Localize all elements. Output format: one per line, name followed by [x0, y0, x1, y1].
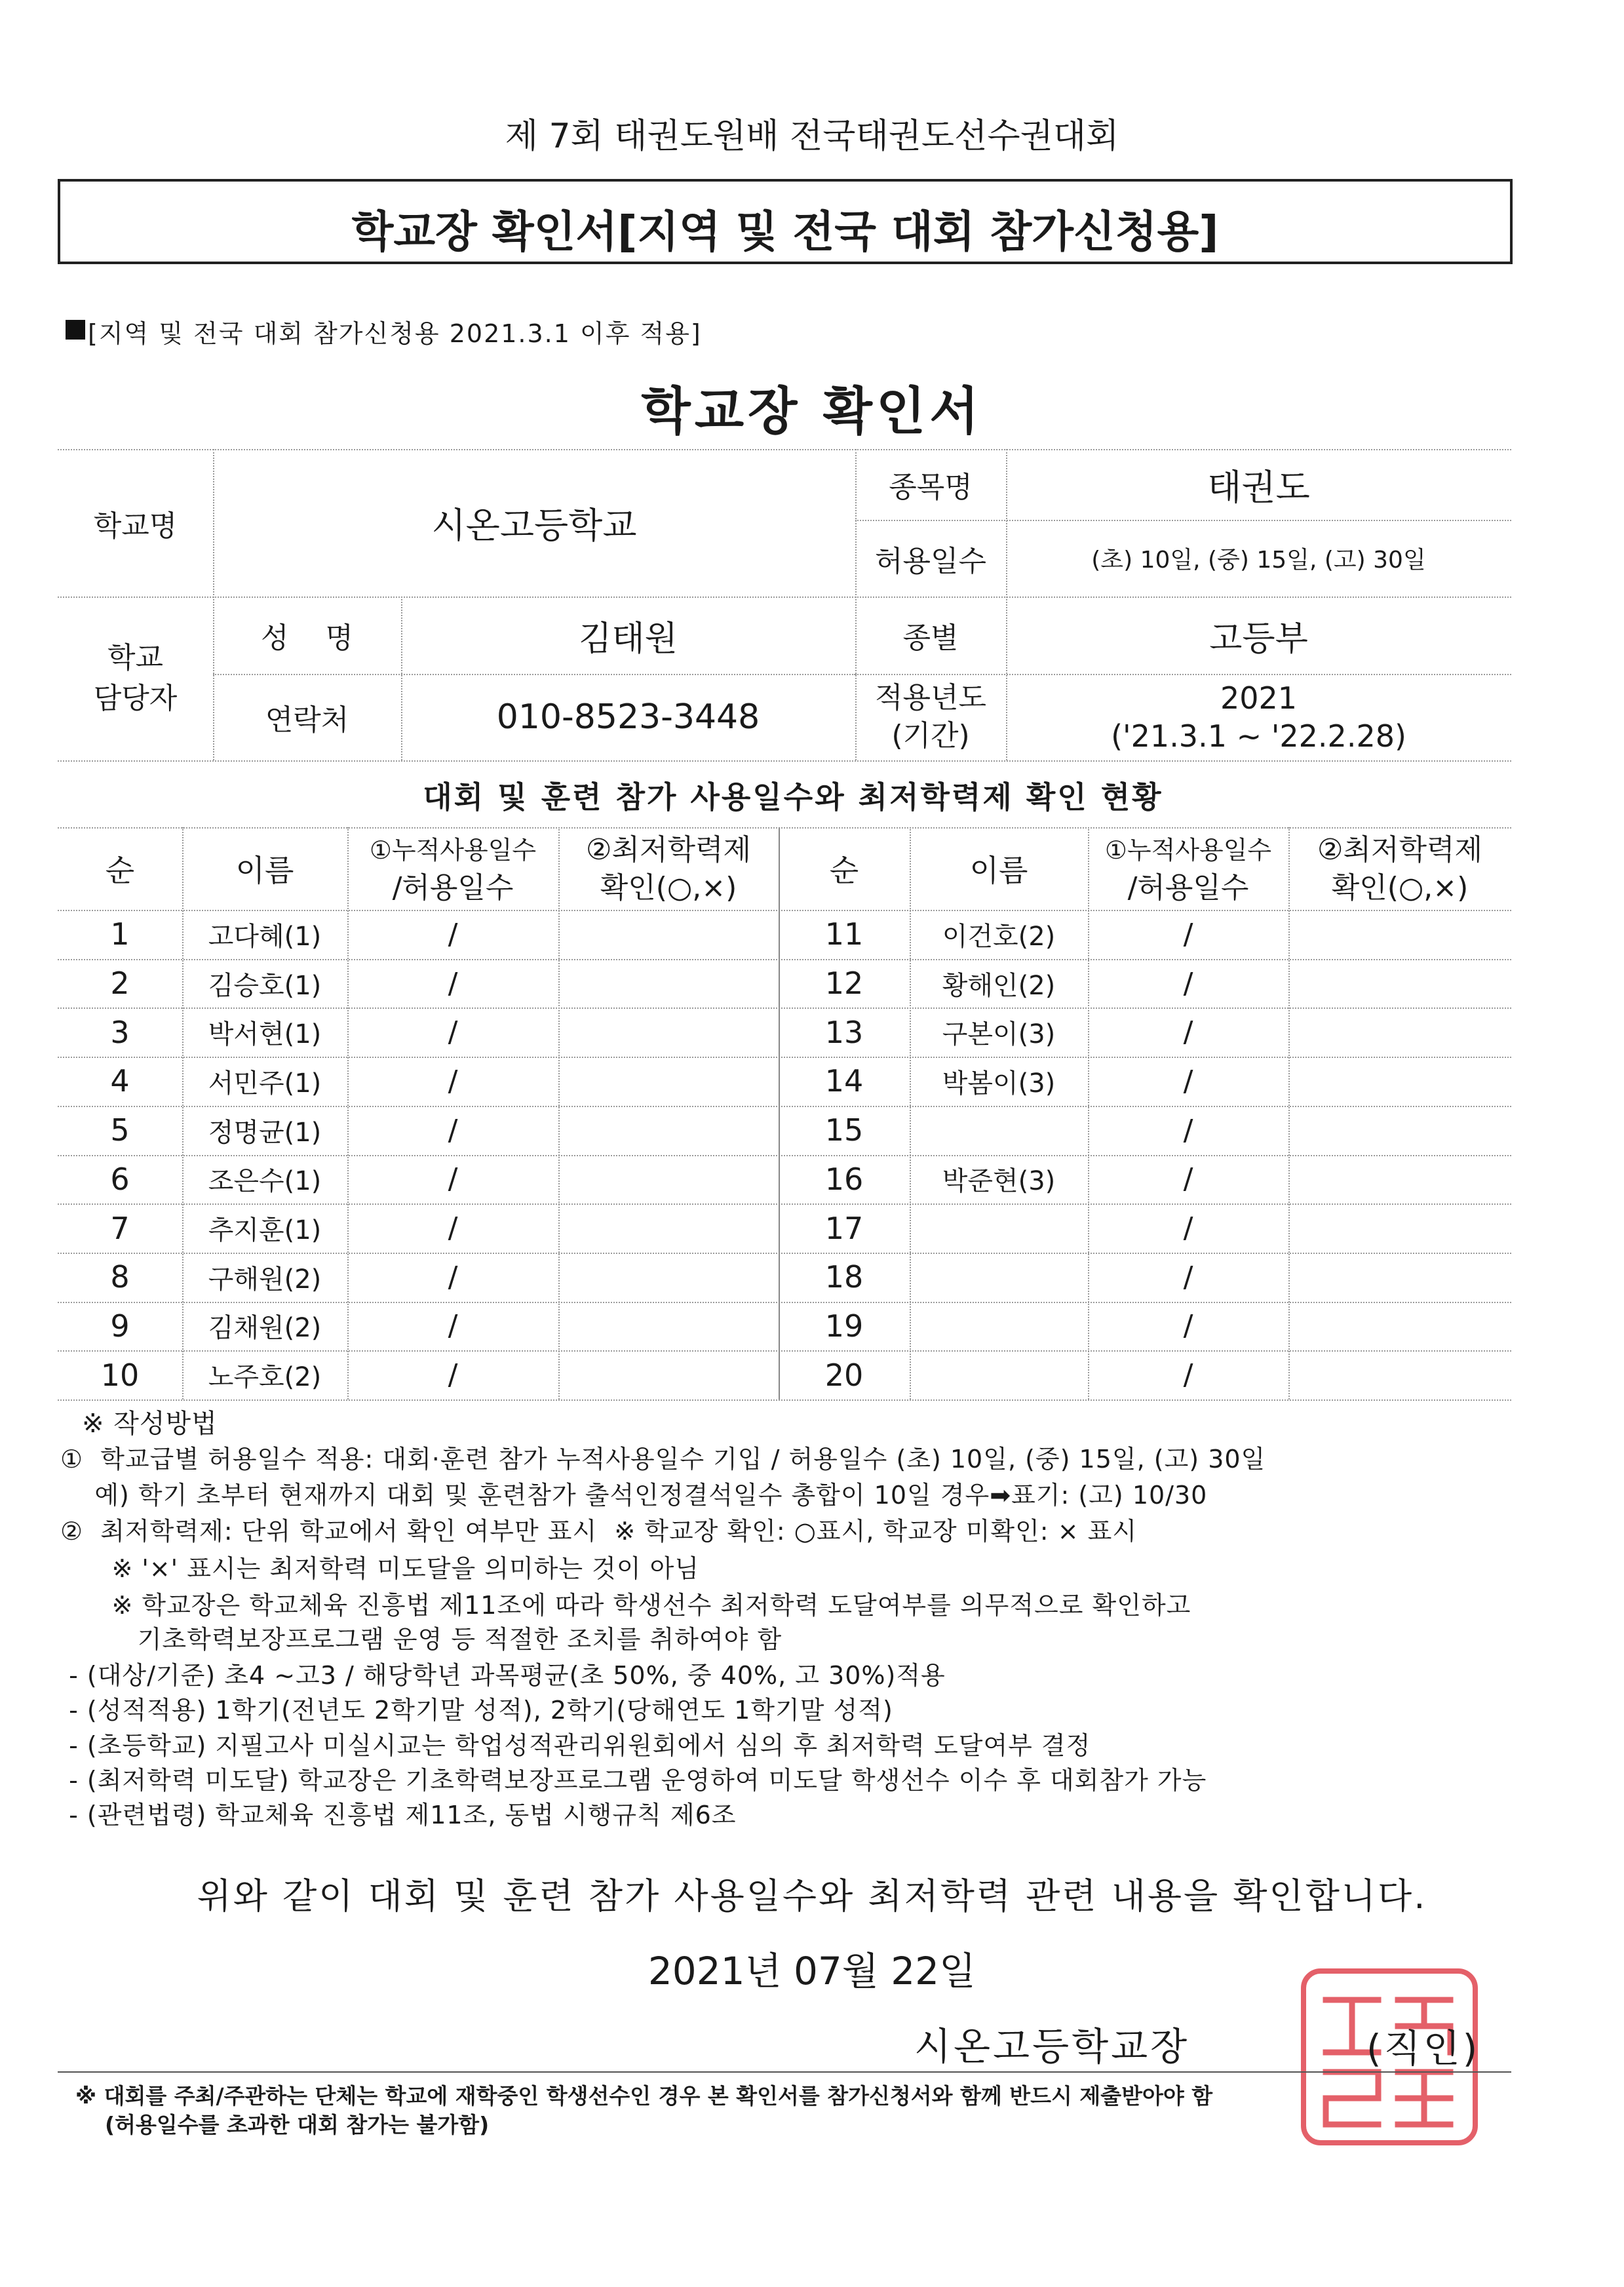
table-cell-left-no: 10	[100, 1357, 140, 1393]
name-value: 김태원	[579, 619, 678, 659]
table-cell-right-name: 이건호(2)	[942, 921, 1056, 952]
note-line: ② 최저학력제: 단위 학교에서 확인 여부만 표시 ※ 학교장 확인: ○표시, 학교장 미확인: × 표시	[60, 1517, 1138, 1546]
table-cell-right-check	[1288, 1106, 1511, 1155]
header-days-right	[1088, 831, 1288, 907]
table-cell-right-no: 12	[824, 966, 864, 1002]
school-name: 시온고등학교	[431, 505, 637, 546]
table-cell-right-days: /	[1183, 917, 1193, 951]
table-cell-right-no: 11	[824, 916, 864, 952]
table-cell-left-name: 김승호(1)	[208, 970, 322, 1001]
table-cell-right-no: 17	[824, 1210, 864, 1246]
table-cell-right-no: 15	[824, 1112, 864, 1148]
table-cell-left-check	[558, 1057, 779, 1106]
table-cell-left-days: /	[448, 917, 458, 951]
event-label: 종목명	[889, 471, 973, 504]
note-line: - (초등학교) 지필고사 미실시교는 학업성적관리위원회에서 심의 후 최저학력 도달여부 결정	[60, 1731, 1091, 1760]
table-cell-left-name: 구해원(2)	[208, 1264, 322, 1295]
note-line: - (성적적용) 1학기(전년도 2학기말 성적), 2학기(당해연도 1학기말 성적)	[60, 1696, 893, 1725]
table-cell-left-days: /	[448, 1309, 458, 1343]
table-cell-right-name	[910, 1106, 1088, 1155]
name-label: 성 명	[261, 621, 353, 655]
table-cell-left-no: 8	[110, 1259, 130, 1295]
table-cell-left-check	[558, 910, 779, 959]
table-cell-left-no: 6	[110, 1161, 130, 1197]
header-check-left	[558, 831, 779, 907]
table-cell-right-name: 구본이(3)	[942, 1019, 1056, 1050]
header-check-left-1: ②최저학력제	[586, 833, 751, 867]
year-label	[855, 679, 1006, 755]
contact-value: 010-8523-3448	[496, 697, 760, 737]
table-cell-left-days: /	[448, 1211, 458, 1245]
note-line: - (관련법령) 학교체육 진흥법 제11조, 동법 시행규칙 제6조	[60, 1801, 737, 1829]
header-days-left-1: ①누적사용일수	[369, 836, 537, 865]
header-check-right-2: 확인(○,×)	[1331, 871, 1469, 905]
table-cell-right-name	[910, 1253, 1088, 1302]
category-value: 고등부	[1209, 619, 1308, 659]
table-cell-left-no: 1	[110, 916, 130, 952]
table-cell-right-no: 18	[824, 1259, 864, 1295]
category-label: 종별	[902, 621, 959, 655]
header-days-left	[347, 831, 558, 907]
note-line: - (최저학력 미도달) 학교장은 기초학력보장프로그램 운영하여 미도달 학생선수 이수 후 대회참가 가능	[60, 1766, 1207, 1795]
table-cell-left-name: 조은수(1)	[208, 1166, 322, 1197]
school-name-label: 학교명	[93, 509, 178, 543]
table-cell-right-no: 19	[824, 1308, 864, 1344]
table-cell-right-check	[1288, 1253, 1511, 1302]
table-cell-left-no: 9	[110, 1308, 130, 1344]
header-days-right-1: ①누적사용일수	[1104, 836, 1272, 865]
header-check-right-1: ②최저학력제	[1317, 833, 1482, 867]
table-cell-left-no: 4	[110, 1063, 130, 1099]
header-no-right: 순	[829, 853, 859, 888]
year-label-line-1: 적용년도	[874, 681, 986, 714]
table-cell-right-days: /	[1183, 966, 1193, 1000]
table-cell-left-days: /	[448, 1064, 458, 1098]
table-cell-right-check	[1288, 1057, 1511, 1106]
header-days-right-2: /허용일수	[1127, 871, 1249, 905]
doc-title: 학교장 확인서	[641, 382, 983, 441]
table-cell-right-check	[1288, 1350, 1511, 1399]
table-cell-right-check	[1288, 1155, 1511, 1204]
allowed-days-value: (초) 10일, (중) 15일, (고) 30일	[1091, 547, 1426, 574]
year-value-line-2: ('21.3.1 ~ '22.2.28)	[1111, 718, 1406, 754]
table-cell-right-no: 16	[824, 1161, 864, 1197]
table-cell-right-days: /	[1183, 1211, 1193, 1245]
table-cell-right-name: 박준현(3)	[942, 1166, 1056, 1197]
table-cell-right-days: /	[1183, 1260, 1193, 1294]
note-line: ※ '×' 표시는 최저학력 미도달을 의미하는 것이 아님	[60, 1554, 700, 1583]
table-cell-left-no: 3	[110, 1014, 130, 1050]
header-check-right	[1288, 831, 1511, 907]
notes-heading: ※ 작성방법	[82, 1409, 218, 1439]
note-line: ※ 학교장은 학교체육 진흥법 제11조에 따라 학생선수 최저학력 도달여부를 의무적으로 확인하고	[60, 1591, 1191, 1620]
table-cell-left-days: /	[448, 966, 458, 1000]
event-value: 태권도	[1207, 466, 1310, 508]
table-cell-right-days: /	[1183, 1064, 1193, 1098]
table-cell-left-check	[558, 1203, 779, 1253]
seal-label: (직인)	[1366, 2026, 1480, 2071]
table-cell-right-days: /	[1183, 1015, 1193, 1049]
table-cell-left-no: 7	[110, 1210, 130, 1246]
box-title: 학교장 확인서[지역 및 전국 대회 참가신청용]	[351, 206, 1219, 257]
table-cell-left-days: /	[448, 1113, 458, 1147]
year-value-line-1: 2021	[1220, 680, 1298, 716]
table-cell-right-name	[910, 1203, 1088, 1253]
table-cell-left-name: 서민주(1)	[208, 1068, 322, 1099]
table-cell-left-no: 5	[110, 1112, 130, 1148]
table-cell-left-name: 고다혜(1)	[208, 921, 322, 952]
table-cell-left-name: 추지훈(1)	[208, 1215, 322, 1246]
table-cell-right-name	[910, 1302, 1088, 1351]
year-label-line-2: (기간)	[891, 719, 970, 753]
note-line: 예) 학기 초부터 현재까지 대회 및 훈련참가 출석인정결석일수 총합이 10일 경우➡표기: (고) 10/30	[60, 1481, 1208, 1510]
table-cell-left-days: /	[448, 1260, 458, 1294]
footer-line-2: (허용일수를 초과한 대회 참가는 불가함)	[105, 2112, 490, 2138]
allowed-days-label: 허용일수	[874, 544, 986, 578]
note-line: ① 학교급별 허용일수 적용: 대회·훈련 참가 누적사용일수 기입 / 허용일수 (초) 10일, (중) 15일, (고) 30일	[60, 1445, 1266, 1474]
table-title: 대회 및 훈련 참가 사용일수와 최저학력제 확인 현황	[423, 779, 1163, 815]
header-name-right: 이름	[969, 853, 1028, 888]
table-cell-left-check	[558, 1253, 779, 1302]
table-cell-right-check	[1288, 1203, 1511, 1253]
table-cell-left-days: /	[448, 1162, 458, 1196]
year-value	[1006, 679, 1511, 755]
table-cell-left-check	[558, 1106, 779, 1155]
table-cell-left-check	[558, 1302, 779, 1351]
table-cell-right-days: /	[1183, 1113, 1193, 1147]
table-cell-right-no: 20	[824, 1357, 864, 1393]
header-check-left-2: 확인(○,×)	[600, 871, 737, 905]
table-cell-left-check	[558, 1350, 779, 1399]
table-cell-right-no: 14	[824, 1063, 864, 1099]
manager-label: 학교 담당자	[93, 641, 178, 715]
table-cell-left-days: /	[448, 1015, 458, 1049]
table-cell-right-name: 박봄이(3)	[942, 1068, 1056, 1099]
contact-label: 연락처	[265, 703, 349, 737]
table-cell-right-check	[1288, 1302, 1511, 1351]
table-cell-left-name: 김채원(2)	[208, 1313, 322, 1344]
table-cell-left-check	[558, 1155, 779, 1204]
header-days-left-2: /허용일수	[392, 871, 514, 905]
footer-line-1: ※ 대회를 주최/주관하는 단체는 학교에 재학중인 학생선수인 경우 본 확인서를 참가신청서와 함께 반드시 제출받아야 함	[75, 2083, 1213, 2109]
footer-rule	[58, 2071, 1511, 2073]
form-note: [지역 및 전국 대회 참가신청용 2021.3.1 이후 적용]	[88, 319, 702, 348]
form-note-square-icon	[66, 320, 85, 340]
table-cell-right-check	[1288, 1007, 1511, 1057]
note-line: - (대상/기준) 초4 ~고3 / 해당학년 과목평균(초 50%, 중 40%, 고 30%)적용	[60, 1661, 946, 1690]
table-cell-left-name: 박서현(1)	[208, 1019, 322, 1050]
table-cell-left-check	[558, 959, 779, 1008]
event-title: 제 7회 태권도원배 전국태권도선수권대회	[505, 117, 1119, 156]
note-line: 기초학력보장프로그램 운영 등 적절한 조치를 취하여야 함	[60, 1625, 783, 1654]
table-cell-right-check	[1288, 959, 1511, 1008]
table-cell-right-check	[1288, 910, 1511, 959]
table-cell-right-name: 황해인(2)	[942, 970, 1056, 1001]
principal-name: 시온고등학교장	[914, 2024, 1190, 2069]
table-cell-right-name	[910, 1350, 1088, 1399]
table-cell-right-days: /	[1183, 1162, 1193, 1196]
table-cell-right-days: /	[1183, 1358, 1193, 1392]
table-cell-left-no: 2	[110, 966, 130, 1002]
header-name-left: 이름	[235, 853, 294, 888]
table-cell-right-no: 13	[824, 1014, 864, 1050]
confirm-statement: 위와 같이 대회 및 훈련 참가 사용일수와 최저학력 관련 내용을 확인합니다.	[197, 1875, 1427, 1917]
table-cell-left-check	[558, 1007, 779, 1057]
confirm-date: 2021년 07월 22일	[648, 1949, 976, 1993]
table-cell-left-name: 노주호(2)	[208, 1362, 322, 1393]
header-no-left: 순	[105, 853, 135, 888]
table-cell-right-days: /	[1183, 1309, 1193, 1343]
table-cell-left-days: /	[448, 1358, 458, 1392]
table-cell-left-name: 정명균(1)	[208, 1117, 322, 1148]
